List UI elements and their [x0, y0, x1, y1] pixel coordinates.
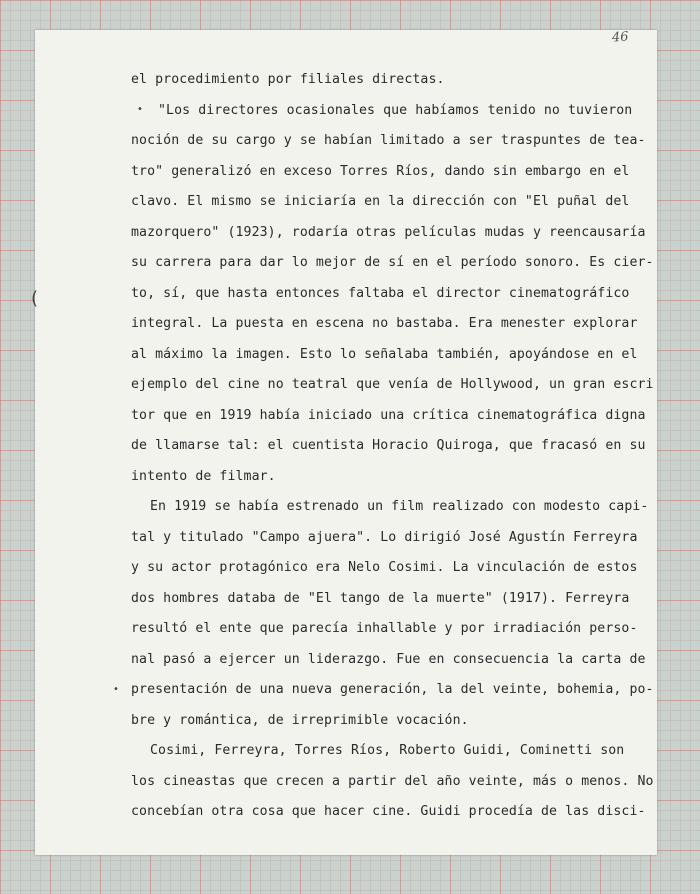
text-line-10: al máximo la imagen. Esto lo señalaba también, apoyándose en el: [131, 347, 638, 362]
text-line-20: nal pasó a ejercer un liderazgo. Fue en consecuencia la carta de: [131, 652, 646, 667]
text-line-3: noción de su cargo y se habían limitado a ser traspuntes de tea-: [131, 133, 646, 148]
text-line-2: "Los directores ocasionales que habíamos tenido no tuvieron: [158, 103, 633, 118]
text-line-16: tal y titulado "Campo ajuera". Lo dirigió José Agustín Ferreyra: [131, 530, 638, 545]
text-line-8: to, sí, que hasta entonces faltaba el director cinematográfico: [131, 286, 630, 301]
ink-speck: •: [113, 684, 119, 695]
text-line-21: presentación de una nueva generación, la del veinte, bohemia, po-: [131, 682, 654, 697]
hole-punch-mark: (: [31, 288, 39, 309]
text-line-5: clavo. El mismo se iniciaría en la dirección con "El puñal del: [131, 194, 630, 209]
text-line-23: Cosimi, Ferreyra, Torres Ríos, Roberto Guidi, Cominetti son: [150, 743, 625, 758]
text-line-13: de llamarse tal: el cuentista Horacio Quiroga, que fracasó en su: [131, 438, 646, 453]
text-line-17: y su actor protagónico era Nelo Cosimi. La vinculación de estos: [131, 560, 638, 575]
text-line-22: bre y romántica, de irreprimible vocación.: [131, 713, 469, 728]
text-line-15: En 1919 se había estrenado un film realizado con modesto capi-: [150, 499, 649, 514]
text-line-24: los cineastas que crecen a partir del año veinte, más o menos. No: [131, 774, 654, 789]
text-line-12: tor que en 1919 había iniciado una crítica cinematográfica digna: [131, 408, 646, 423]
page-number: 46: [611, 29, 630, 46]
text-line-7: su carrera para dar lo mejor de sí en el período sonoro. Es cier-: [131, 255, 654, 270]
text-line-14: intento de filmar.: [131, 469, 276, 484]
text-line-19: resultó el ente que parecía inhallable y por irradiación perso-: [131, 621, 638, 636]
text-line-11: ejemplo del cine no teatral que venía de Hollywood, un gran escri: [131, 377, 654, 392]
text-line-9: integral. La puesta en escena no bastaba. Era menester explorar: [131, 316, 638, 331]
text-line-6: mazorquero" (1923), rodaría otras películas mudas y reencausaría: [131, 225, 646, 240]
text-line-18: dos hombres databa de "El tango de la muerte" (1917). Ferreyra: [131, 591, 630, 606]
text-line-1: el procedimiento por filiales directas.: [131, 72, 445, 87]
ink-speck: •: [137, 104, 143, 115]
text-line-25: concebían otra cosa que hacer cine. Guidi procedía de las disci-: [131, 804, 646, 819]
text-line-4: tro" generalizó en exceso Torres Ríos, dando sin embargo en el: [131, 164, 630, 179]
